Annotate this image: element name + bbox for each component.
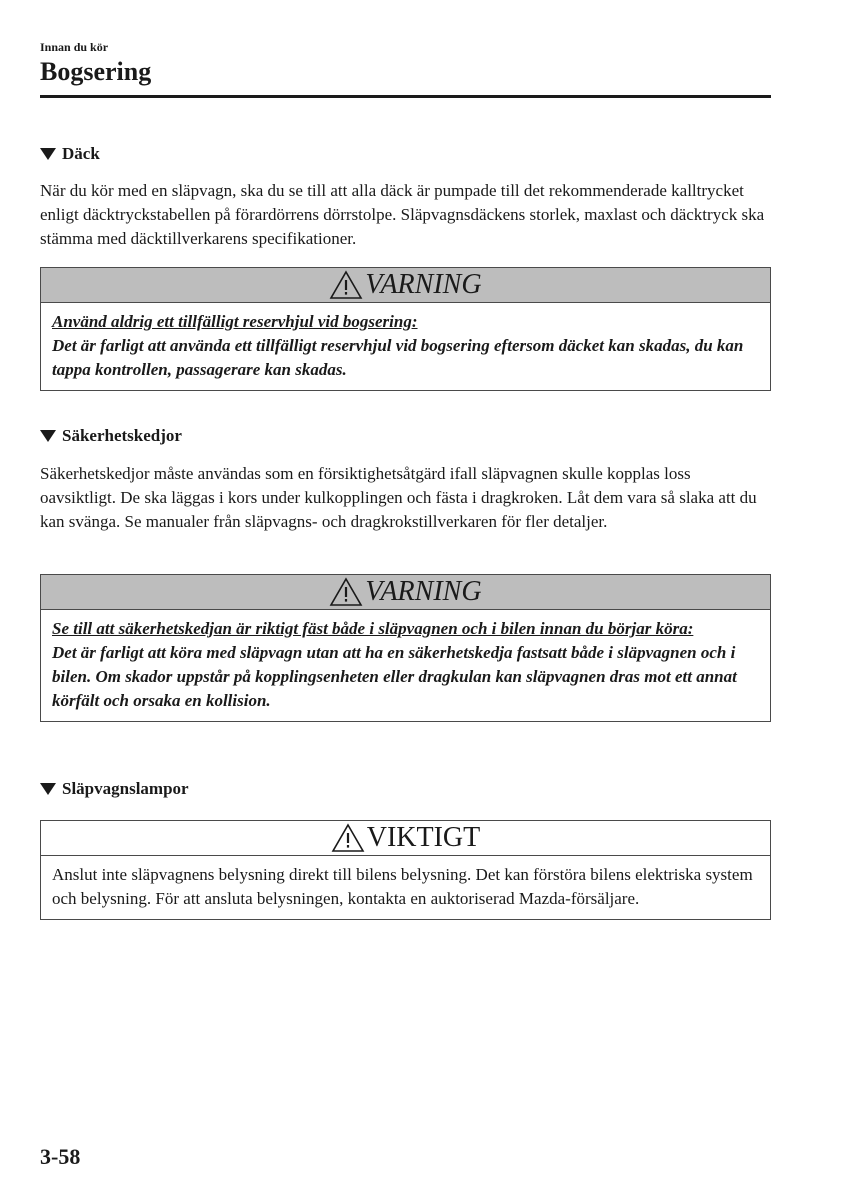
warning-lead: Använd aldrig ett tillfälligt reservhjul vid bogsering:	[52, 312, 418, 331]
triangle-down-icon	[40, 430, 56, 442]
section-heading-label: Säkerhetskedjor	[62, 426, 182, 445]
section-body-dack: När du kör med en släpvagn, ska du se till att alla däck är pumpade till det rekommenderade kalltrycket enligt däcktryckstabellen på förardörrens dörrstolpe. Släpvagnsdäckens storlek, maxlast och däcktryck ska stämma med däcktillverkarens specifikationer.	[40, 181, 765, 248]
warning-text: Det är farligt att använda ett tillfälligt reservhjul vid bogsering eftersom däcket kan skadas, du kan tappa kontrollen, passagerare kan skadas.	[52, 336, 744, 379]
warning-body	[41, 610, 770, 721]
section-heading-label: Släpvagnslampor	[62, 779, 189, 798]
page-title: Bogsering	[40, 57, 152, 86]
section-heading-label: Däck	[62, 144, 100, 163]
chapter-label: Innan du kör	[40, 40, 109, 54]
important-header	[41, 821, 770, 856]
warning-triangle-icon	[331, 823, 365, 853]
warning-header	[41, 575, 770, 610]
title-divider	[40, 95, 771, 98]
warning-header	[41, 268, 770, 303]
important-box	[40, 820, 771, 920]
warning-lead: Se till att säkerhetskedjan är riktigt fäst både i släpvagnen och i bilen innan du börjar köra:	[52, 619, 694, 638]
triangle-down-icon	[40, 148, 56, 160]
important-title: VIKTIGT	[366, 822, 481, 853]
warning-triangle-icon	[329, 270, 363, 300]
section-body-sakerhetskedjor: Säkerhetskedjor måste användas som en försiktighetsåtgärd ifall släpvagnen skulle kopplas loss oavsiktligt. De ska läggas i kors under kulkopplingen och fästa i dragkroken. Låt dem vara så slaka att du kan svänga. Se manualer från släpvagns- och dragkrokstillverkaren för fler detaljer.	[40, 464, 757, 531]
warning-text: Det är farligt att köra med släpvagn utan att ha en säkerhetskedja fastsatt både i släpvagnen och i bilen. Om skador uppstår på kopplingsenheten eller dragkulan kan släpvagnen dras mot ett annat körfält och orsaka en kollision.	[52, 643, 737, 710]
section-heading-slapvagnslampor	[40, 779, 189, 799]
section-heading-dack	[40, 144, 100, 164]
warning-body	[41, 303, 770, 390]
warning-title: VARNING	[365, 269, 482, 300]
triangle-down-icon	[40, 783, 56, 795]
warning-box-sakerhetskedjor	[40, 574, 771, 722]
warning-box-dack	[40, 267, 771, 391]
warning-title: VARNING	[365, 576, 482, 607]
important-body: Anslut inte släpvagnens belysning direkt till bilens belysning. Det kan förstöra bilens elektriska system och belysning. För att ansluta belysningen, kontakta en auktoriserad Mazda-försäljare.	[52, 865, 753, 908]
warning-triangle-icon	[329, 577, 363, 607]
page-number: 3-58	[40, 1144, 81, 1169]
section-heading-sakerhetskedjor	[40, 426, 182, 446]
